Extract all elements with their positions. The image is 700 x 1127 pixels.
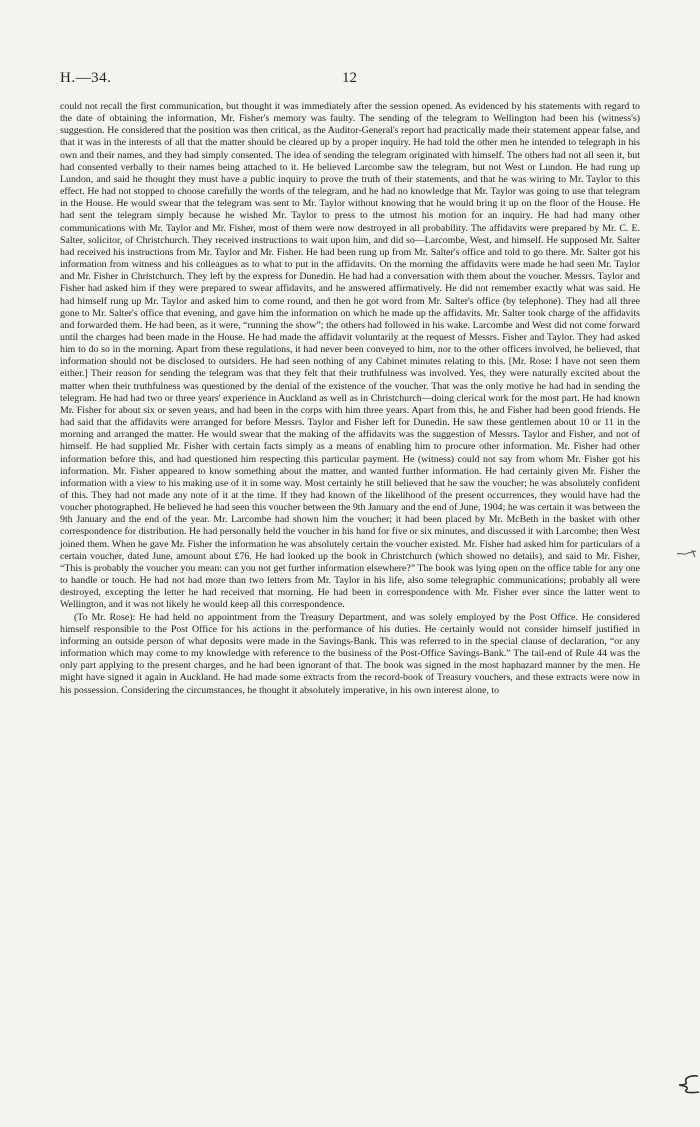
paragraph: (To Mr. Rose): He had held no appointment from the Treasury Department, and was solely employed by the Post Office. He considered himself responsible to the Post Office for his actions in the performance of his duties. He certainly would not consider himself justified in informing an outside person of what deposits were made in the Savings-Bank. This was referred to in the special clause of declaration, “or any information which may come to my knowledge with reference to the business of the Post-Office Savings-Bank.” The tail-end of Rule 44 was the only part applying to the present charges, and he had been ignorant of that. The book was signed in the most haphazard manner by the men. He might have signed it again in Auckland. He had made some extracts from the record-book of Treasury vouchers, and these extracts were now in his possession. Considering the circumstances, he thought it absolutely imperative, in his own interest alone, to <box>60 611 640 696</box>
page-header <box>60 70 640 90</box>
margin-bracket-mark-icon <box>676 1073 700 1095</box>
body-text <box>60 101 640 697</box>
page-number: 12 <box>342 70 357 86</box>
paragraph: could not recall the first communication, but thought it was immediately after the session opened. As evidenced by his statements with regard to the date of obtaining the information, Mr. Fisher's memory was faulty. The sending of the telegram to Wellington had been his (witness's) suggestion. He considered that the position was then critical, as the Auditor-General's report had practically made their statement appear false, and that it was in the interests of all that the matter should be cleared up by a proper inquiry. He had told the other men he intended to telegraph in his own and their names, and they had simply consented. The idea of sending the telegram originated with himself. The others had not all seen it, but had consented verbally to their names being attached to it. He believed Larcombe saw the telegram, but not West or Lundon. He had rung up Lundon, and said he thought they must have a public inquiry to prove the truth of their statements, and that he was wiring to Mr. Taylor to this effect. He had not stopped to choose carefully the words of the telegram, and he had no knowledge that Mr. Taylor was going to use that telegram in the House. He would swear that the telegram was sent to Mr. Taylor without knowing that he would bring it up on the floor of the House. He had sent the telegram simply because he wished Mr. Taylor to press to the utmost his motion for an inquiry. He had had many other communications with Mr. Taylor and Mr. Fisher, most of them were now destroyed in all probability. The affidavits were prepared by Mr. C. E. Salter, solicitor, of Christchurch. They received instructions to wait upon him, and did so—Larcombe, West, and himself. He supposed Mr. Salter had received his instructions from Mr. Taylor and Mr. Fisher. He had been rung up from Mr. Salter's office and told to go there. Mr. Salter got his information from witness and his colleagues as to what to put in the affidavits. On the morning the affidavits were made he had seen Mr. Taylor and Mr. Fisher in Christchurch. They left by the express for Dunedin. He had had a conversation with them about the voucher. Messrs. Taylor and Fisher had asked him if they were prepared to swear affidavits, and he answered affirmatively. He did not remember exactly what was said. He had himself rung up Mr. Taylor and asked him to come round, and then he got word from Mr. Salter's office (by telephone). They had all three gone to Mr. Salter's office that evening, and gave him the information on which he made up the affidavits. Mr. Salter took charge of the affidavits and forwarded them. He had been, as it were, “running the show”; the others had followed in his wake. Larcombe and West did not come forward until the charges had been made in the House. He had made the affidavit voluntarily at the request of Messrs. Fisher and Taylor. They had asked him to do so in the morning. Apart from these regulations, it had never been conveyed to him, nor to the other officers involved, he believed, that information should not be disclosed to outsiders. He had seen nothing of any Cabinet minutes relating to this. [Mr. Rose: I have not seen them either.] Their reason for sending the telegram was that they felt that their truthfulness was involved. Yes, they were naturally excited about the matter when their truthfulness was questioned by the denial of the existence of the voucher. That was the only motive he had had in sending the telegram. He had had two or three years' experience in Auckland as well as in Christchurch—doing clerical work for the most part. He had known Mr. Fisher for about six or seven years, and had been in the corps with him three years. Apart from this, he and Fisher had been good friends. He had said that the affidavits were arranged for before Messrs. Taylor and Fisher left for Dunedin. He saw these gentlemen about 10 or 11 in the morning and arranged the matter. He would swear that the making of the affidavits was the suggestion of Messrs. Taylor and Fisher, and not of himself. He had supplied Mr. Fisher with certain facts simply as a means of enabling him to procure other information. Mr. Fisher had other information before this, and had questioned him respecting this particular payment. He (witness) could not say from whom Mr. Fisher got his information. Mr. Fisher appeared to know something about the matter, and wanted further information. He had certainly given Mr. Fisher the information with a view to his making use of it in some way. Most certainly he still believed that he saw the voucher; he was absolutely confident of this. They had not made any note of it at the time. If they had known of the likelihood of the present occurrences, they would have had the voucher photographed. He believed he had seen this voucher between the 9th January and the end of June, 1904; he was certain it was between the 9th January and the end of the year. Mr. Larcombe had shown him the voucher; it had been placed by Mr. McBeth in the basket with other correspondence for distribution. He had personally held the voucher in his hand for five or six minutes, and discussed it with Larcombe; then West joined them. When he gave Mr. Fisher the information he was absolutely certain the voucher existed. Mr. Fisher had asked him for particulars of a certain voucher, dated June, amount about £76. He had looked up the book in Christchurch (which showed no details), and said to Mr. Fisher, “This is probably the voucher you mean: can you not get further information elsewhere?” The book was lying open on the office table for any one to handle or touch. He had not had more than two letters from Mr. Taylor in his life, also some telegraphic communications; probably all were destroyed, excepting the letter he had received that morning. He had been in correspondence with Mr. Fisher ever since the latter went to Wellington, and it was not likely he would keep all this correspondence. <box>60 101 640 611</box>
margin-pen-mark-icon <box>676 548 698 560</box>
parliamentary-paper-reference: H.—34. <box>60 70 112 86</box>
